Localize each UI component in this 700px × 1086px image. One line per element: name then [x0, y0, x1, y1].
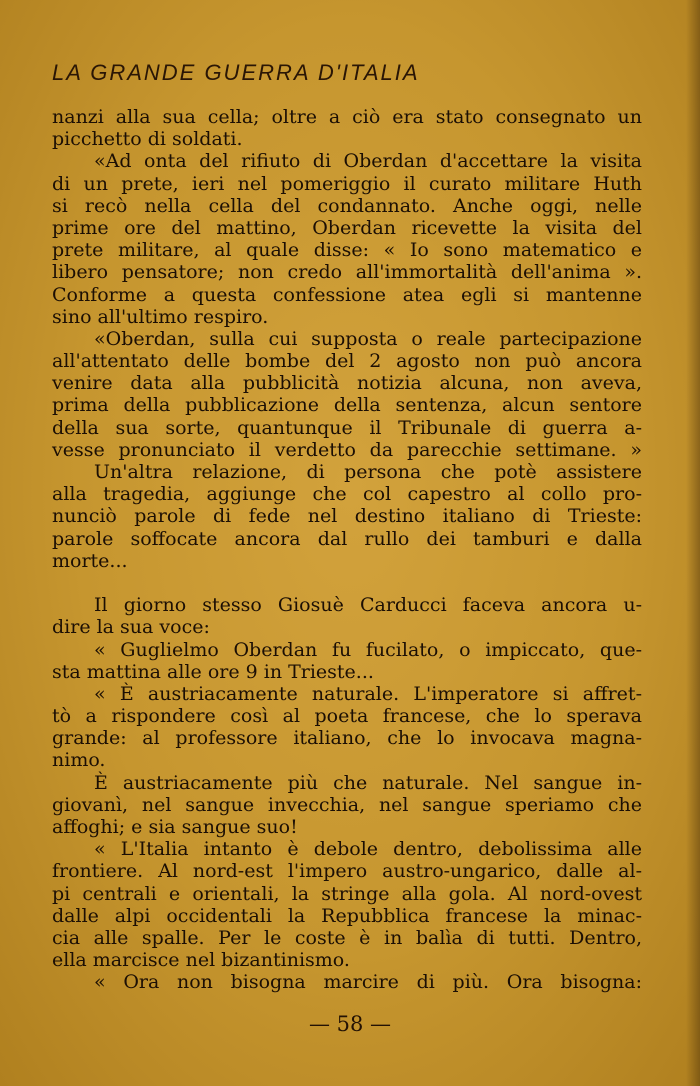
text-line: «Oberdan, sulla cui supposta o reale partecipazione	[94, 327, 642, 350]
text-line: dalle alpi occidentali la Repubblica francese la minac-	[52, 904, 642, 927]
text-line: Conforme a questa confessione atea egli si mantenne	[52, 283, 642, 306]
text-line: È austriacamente più che naturale. Nel sangue in-	[94, 771, 642, 794]
text-line: parole soffocate ancora dal rullo dei tamburi e dalla	[52, 527, 642, 550]
text-line: picchetto di soldati.	[52, 128, 243, 151]
text-line: frontiere. Al nord-est l'impero austro-ungarico, dalle al-	[52, 860, 642, 883]
text-line: « Guglielmo Oberdan fu fucilato, o impiccato, que-	[94, 638, 642, 661]
page-edge-shadow	[686, 0, 700, 1086]
text-line: pi centrali e orientali, la stringe alla gola. Al nord-ovest	[52, 882, 642, 905]
section-gap	[52, 572, 642, 594]
text-line: tò a rispondere così al poeta francese, che lo sperava	[52, 705, 642, 728]
body-text	[52, 106, 642, 994]
text-line: alla tragedia, aggiunge che col capestro al collo pro-	[52, 483, 642, 506]
text-line: prima della pubblicazione della sentenza, alcun sentore	[52, 394, 642, 417]
text-line: prete militare, al quale disse: « Io sono matematico e	[52, 239, 642, 262]
text-line: si recò nella cella del condannato. Anche oggi, nelle	[52, 194, 642, 217]
text-line: venire data alla pubblicità notizia alcuna, non aveva,	[52, 372, 642, 395]
running-title: LA GRANDE GUERRA D'ITALIA	[52, 60, 420, 85]
text-line: Un'altra relazione, di persona che potè assistere	[94, 461, 642, 483]
text-line: « È austriacamente naturale. L'imperatore si affret-	[94, 682, 642, 705]
text-line: cia alle spalle. Per le coste è in balìa di tutti. Dentro,	[52, 926, 642, 949]
text-line: giovanì, nel sangue invecchia, nel sangue speriamo che	[52, 793, 642, 816]
text-line: Il giorno stesso Giosuè Carducci faceva ancora u-	[94, 594, 642, 617]
text-line: dire la sua voce:	[52, 616, 210, 639]
book-page	[52, 58, 642, 994]
text-line: libero pensatore; non credo all'immortalità dell'anima ».	[52, 261, 642, 284]
page-number: — 58 —	[308, 1012, 392, 1036]
text-line: della sua sorte, quantunque il Tribunale di guerra a-	[52, 416, 642, 439]
text-line: nanzi alla sua cella; oltre a ciò era stato consegnato un	[52, 106, 642, 128]
text-line: « Ora non bisogna marcire di più. Ora bisogna:	[94, 971, 642, 994]
text-line: grande: al professore italiano, che lo invocava magna-	[52, 727, 642, 750]
text-line: « L'Italia intanto è debole dentro, debolissima alle	[94, 838, 642, 861]
text-line: sta mattina alle ore 9 in Trieste...	[52, 660, 374, 683]
text-line: sino all'ultimo respiro.	[52, 305, 269, 328]
text-line: nunciò parole di fede nel destino italiano di Trieste:	[52, 505, 642, 528]
text-line: di un prete, ieri nel pomeriggio il curato militare Huth	[52, 172, 642, 195]
text-line: vesse pronunciato il verdetto da parecchie settimane. »	[52, 438, 642, 461]
text-line: morte...	[52, 549, 128, 572]
text-line: all'attentato delle bombe del 2 agosto non può ancora	[52, 350, 642, 373]
text-line: ella marcisce nel bizantinismo.	[52, 949, 350, 972]
text-line: nimo.	[52, 749, 106, 772]
text-line: prime ore del mattino, Oberdan ricevette la visita del	[52, 216, 642, 239]
text-line: affoghi; e sia sangue suo!	[52, 816, 298, 838]
text-line: «Ad onta del rifiuto di Oberdan d'accettare la visita	[94, 150, 642, 173]
